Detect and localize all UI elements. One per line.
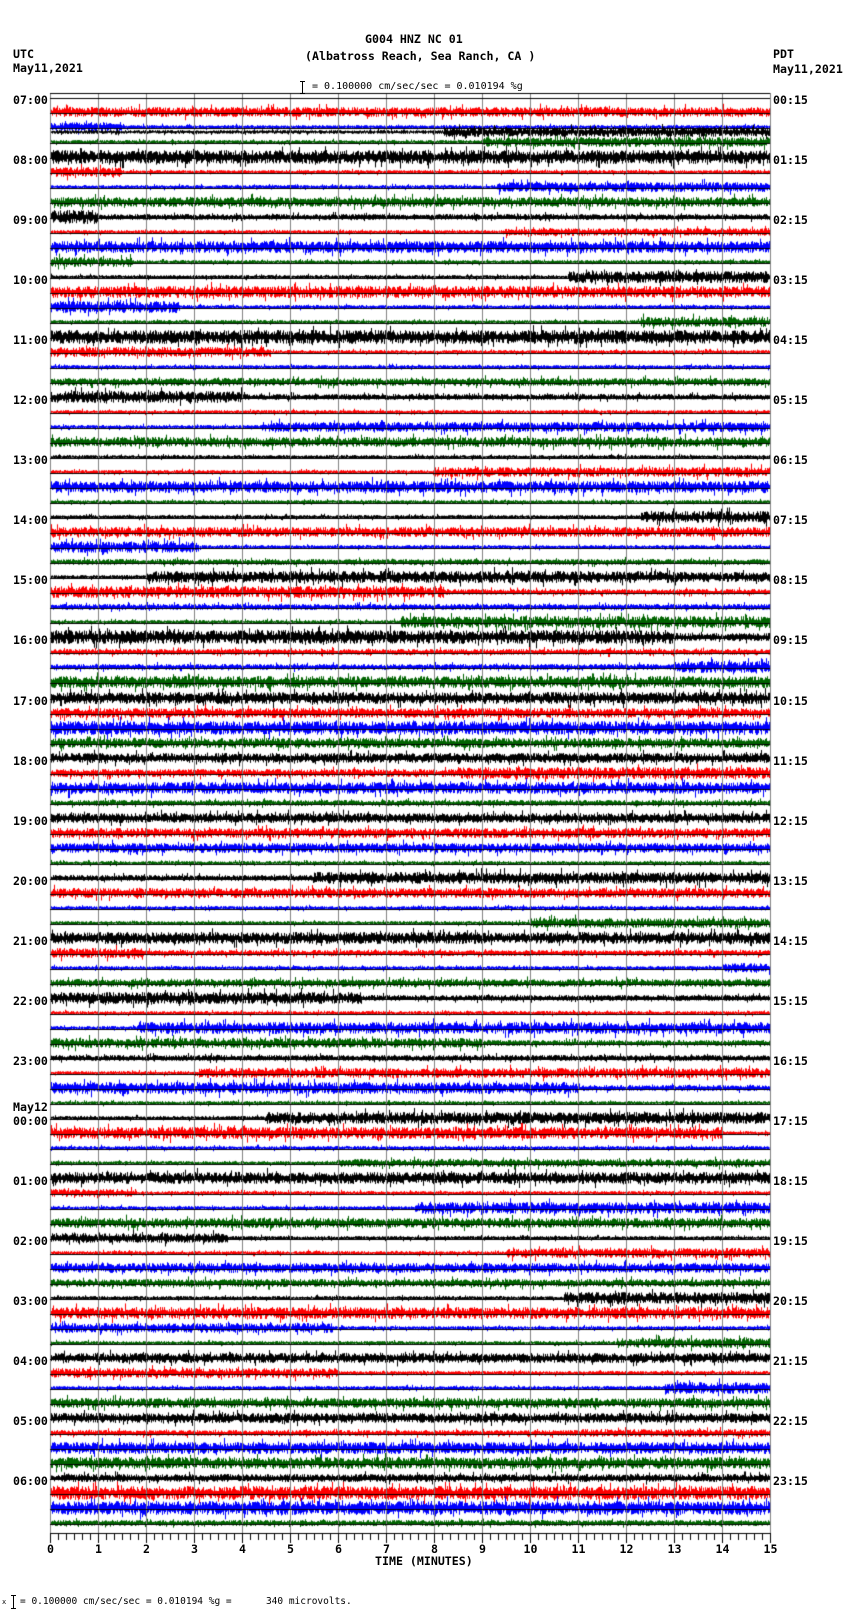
pdt-hour-label: 17:15 [773, 1114, 808, 1128]
x-tick-label: 0 [47, 1542, 54, 1556]
pdt-hour-label: 21:15 [773, 1354, 808, 1368]
utc-hour-label: 03:00 [13, 1294, 48, 1308]
x-axis-label: TIME (MINUTES) [375, 1554, 473, 1568]
x-tick-label: 15 [763, 1542, 778, 1556]
utc-hour-label: 01:00 [13, 1174, 48, 1188]
utc-hour-label: 12:00 [13, 393, 48, 407]
pdt-hour-label: 05:15 [773, 393, 808, 407]
x-tick-label: 7 [383, 1542, 390, 1556]
x-tick-label: 3 [191, 1542, 198, 1556]
footer-scale-bar-icon [11, 1595, 16, 1609]
right-date: May11,2021 [773, 62, 843, 76]
x-tick-label: 12 [619, 1542, 634, 1556]
date-change-label: May12 [13, 1100, 48, 1114]
scale-text: = 0.100000 cm/sec/sec = 0.010194 %g [312, 81, 523, 92]
utc-hour-label: 06:00 [13, 1474, 48, 1488]
footer-scale-text: = 0.100000 cm/sec/sec = 0.010194 %g = 340 microvolts. [20, 1596, 352, 1607]
right-timezone: PDT [773, 47, 794, 61]
pdt-hour-label: 18:15 [773, 1174, 808, 1188]
pdt-hour-label: 08:15 [773, 573, 808, 587]
pdt-hour-label: 16:15 [773, 1054, 808, 1068]
x-tick-label: 2 [143, 1542, 150, 1556]
pdt-hour-label: 06:15 [773, 453, 808, 467]
utc-hour-label: 09:00 [13, 213, 48, 227]
pdt-hour-label: 20:15 [773, 1294, 808, 1308]
pdt-hour-label: 11:15 [773, 754, 808, 768]
left-timezone: UTC [13, 47, 34, 61]
utc-hour-label: 16:00 [13, 633, 48, 647]
pdt-hour-label: 04:15 [773, 333, 808, 347]
utc-hour-label: 05:00 [13, 1414, 48, 1428]
x-tick-label: 11 [571, 1542, 586, 1556]
utc-hour-label: 04:00 [13, 1354, 48, 1368]
pdt-hour-label: 23:15 [773, 1474, 808, 1488]
x-tick-label: 5 [287, 1542, 294, 1556]
pdt-hour-label: 22:15 [773, 1414, 808, 1428]
x-tick-label: 6 [335, 1542, 342, 1556]
utc-hour-label: 19:00 [13, 814, 48, 828]
utc-hour-label: 10:00 [13, 273, 48, 287]
utc-hour-label: 02:00 [13, 1234, 48, 1248]
pdt-hour-label: 03:15 [773, 273, 808, 287]
x-tick-label: 9 [479, 1542, 486, 1556]
pdt-hour-label: 09:15 [773, 633, 808, 647]
footer-glyph: x [2, 1598, 7, 1606]
utc-hour-label: 13:00 [13, 453, 48, 467]
utc-hour-label: 11:00 [13, 333, 48, 347]
utc-hour-label: 17:00 [13, 694, 48, 708]
pdt-hour-label: 02:15 [773, 213, 808, 227]
utc-hour-label: 08:00 [13, 153, 48, 167]
pdt-hour-label: 12:15 [773, 814, 808, 828]
pdt-hour-label: 19:15 [773, 1234, 808, 1248]
utc-hour-label: 00:00 [13, 1114, 48, 1128]
plot-subtitle: (Albatross Reach, Sea Ranch, CA ) [305, 49, 536, 63]
x-tick-label: 8 [431, 1542, 438, 1556]
x-tick-label: 1 [95, 1542, 102, 1556]
utc-hour-label: 21:00 [13, 934, 48, 948]
left-date: May11,2021 [13, 61, 83, 75]
utc-hour-label: 07:00 [13, 93, 48, 107]
x-tick-label: 10 [523, 1542, 538, 1556]
pdt-hour-label: 01:15 [773, 153, 808, 167]
scale-bar-icon [300, 81, 305, 94]
utc-hour-label: 14:00 [13, 513, 48, 527]
utc-hour-label: 23:00 [13, 1054, 48, 1068]
x-tick-label: 14 [715, 1542, 730, 1556]
utc-hour-label: 15:00 [13, 573, 48, 587]
pdt-hour-label: 00:15 [773, 93, 808, 107]
pdt-hour-label: 13:15 [773, 874, 808, 888]
x-tick-label: 4 [239, 1542, 246, 1556]
utc-hour-label: 22:00 [13, 994, 48, 1008]
plot-title: G004 HNZ NC 01 [365, 32, 463, 46]
pdt-hour-label: 15:15 [773, 994, 808, 1008]
pdt-hour-label: 10:15 [773, 694, 808, 708]
utc-hour-label: 20:00 [13, 874, 48, 888]
pdt-hour-label: 07:15 [773, 513, 808, 527]
x-tick-label: 13 [667, 1542, 682, 1556]
pdt-hour-label: 14:15 [773, 934, 808, 948]
utc-hour-label: 18:00 [13, 754, 48, 768]
